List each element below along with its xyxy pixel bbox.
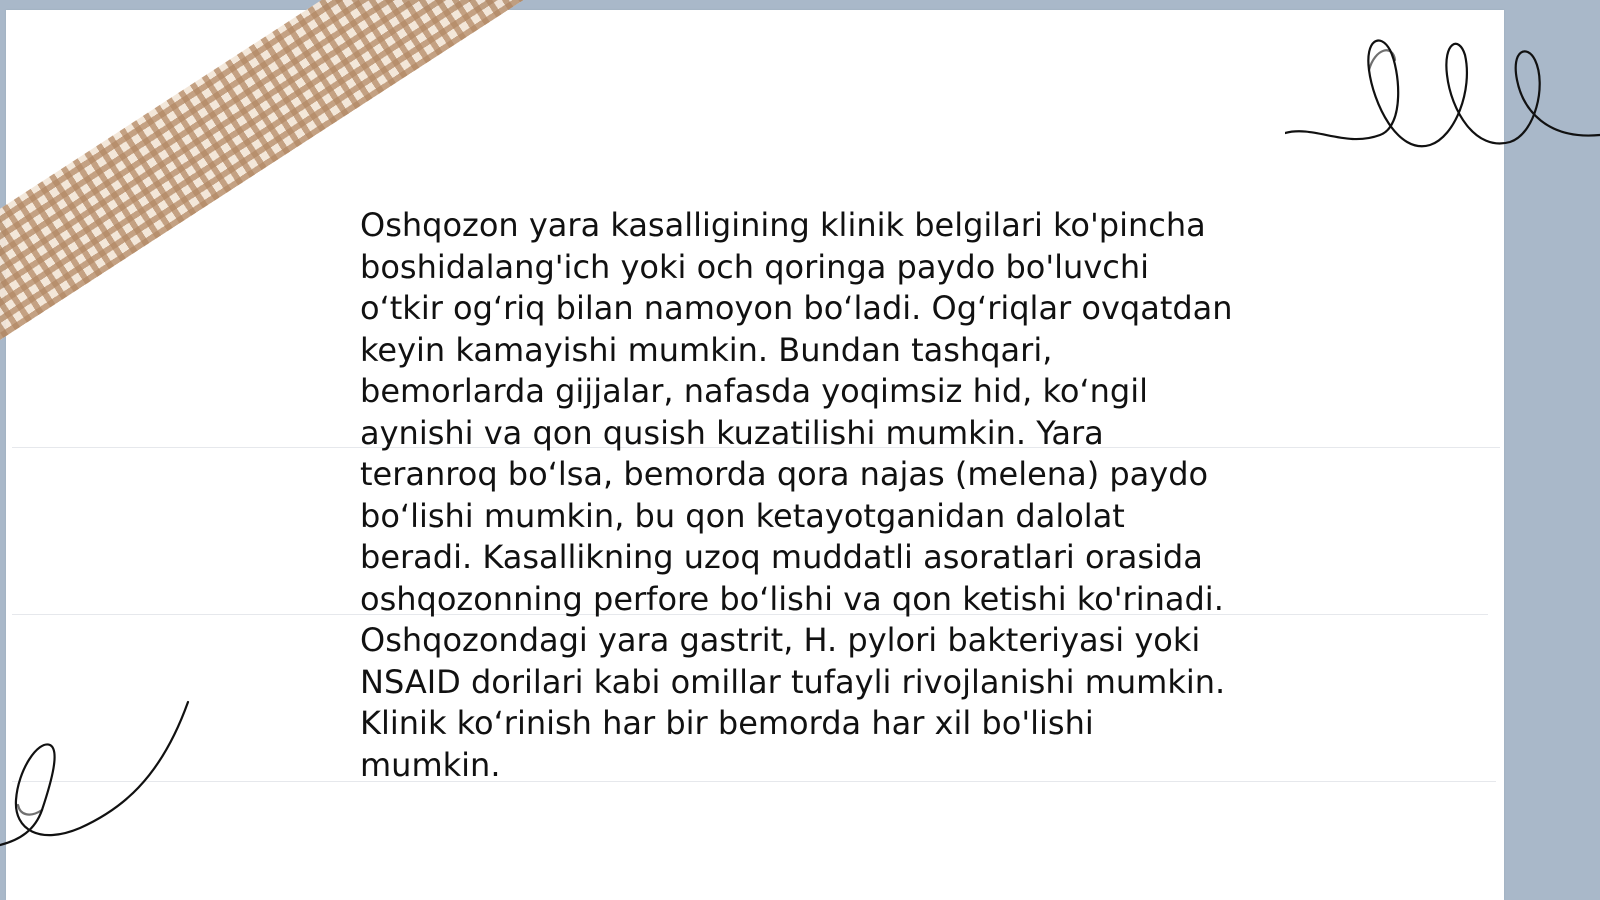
body-text: Oshqozon yara kasalligining klinik belgilari ko'pincha boshidalang'ich yoki och qoringa paydo bo'luvchi o‘tkir og‘riq bilan namoyon bo‘ladi. Og‘riqlar ovqatdan keyin kamayishi mumkin. Bundan tashqari, bemorlarda gijjalar, nafasda yoqimsiz hid, ko‘ngil aynishi va qon qusish kuzatilishi mumkin. Yara teranroq bo‘lsa, bemorda qora najas (melena) paydo bo‘lishi mumkin, bu qon ketayotganidan dalolat beradi. Kasallikning uzoq muddatli asoratlari orasida oshqozonning perfore bo‘lishi va qon ketishi ko'rinadi. Oshqozondagi yara gastrit, H. pylori bakteriyasi yoki NSAID dorilari kabi omillar tufayli rivojlanishi mumkin. Klinik ko‘rinish har bir bemorda har xil bo'lishi mumkin. (360, 206, 1233, 784)
loop-doodle-top-right-icon (1285, 30, 1600, 165)
loop-doodle-bottom-left-icon (0, 700, 200, 850)
